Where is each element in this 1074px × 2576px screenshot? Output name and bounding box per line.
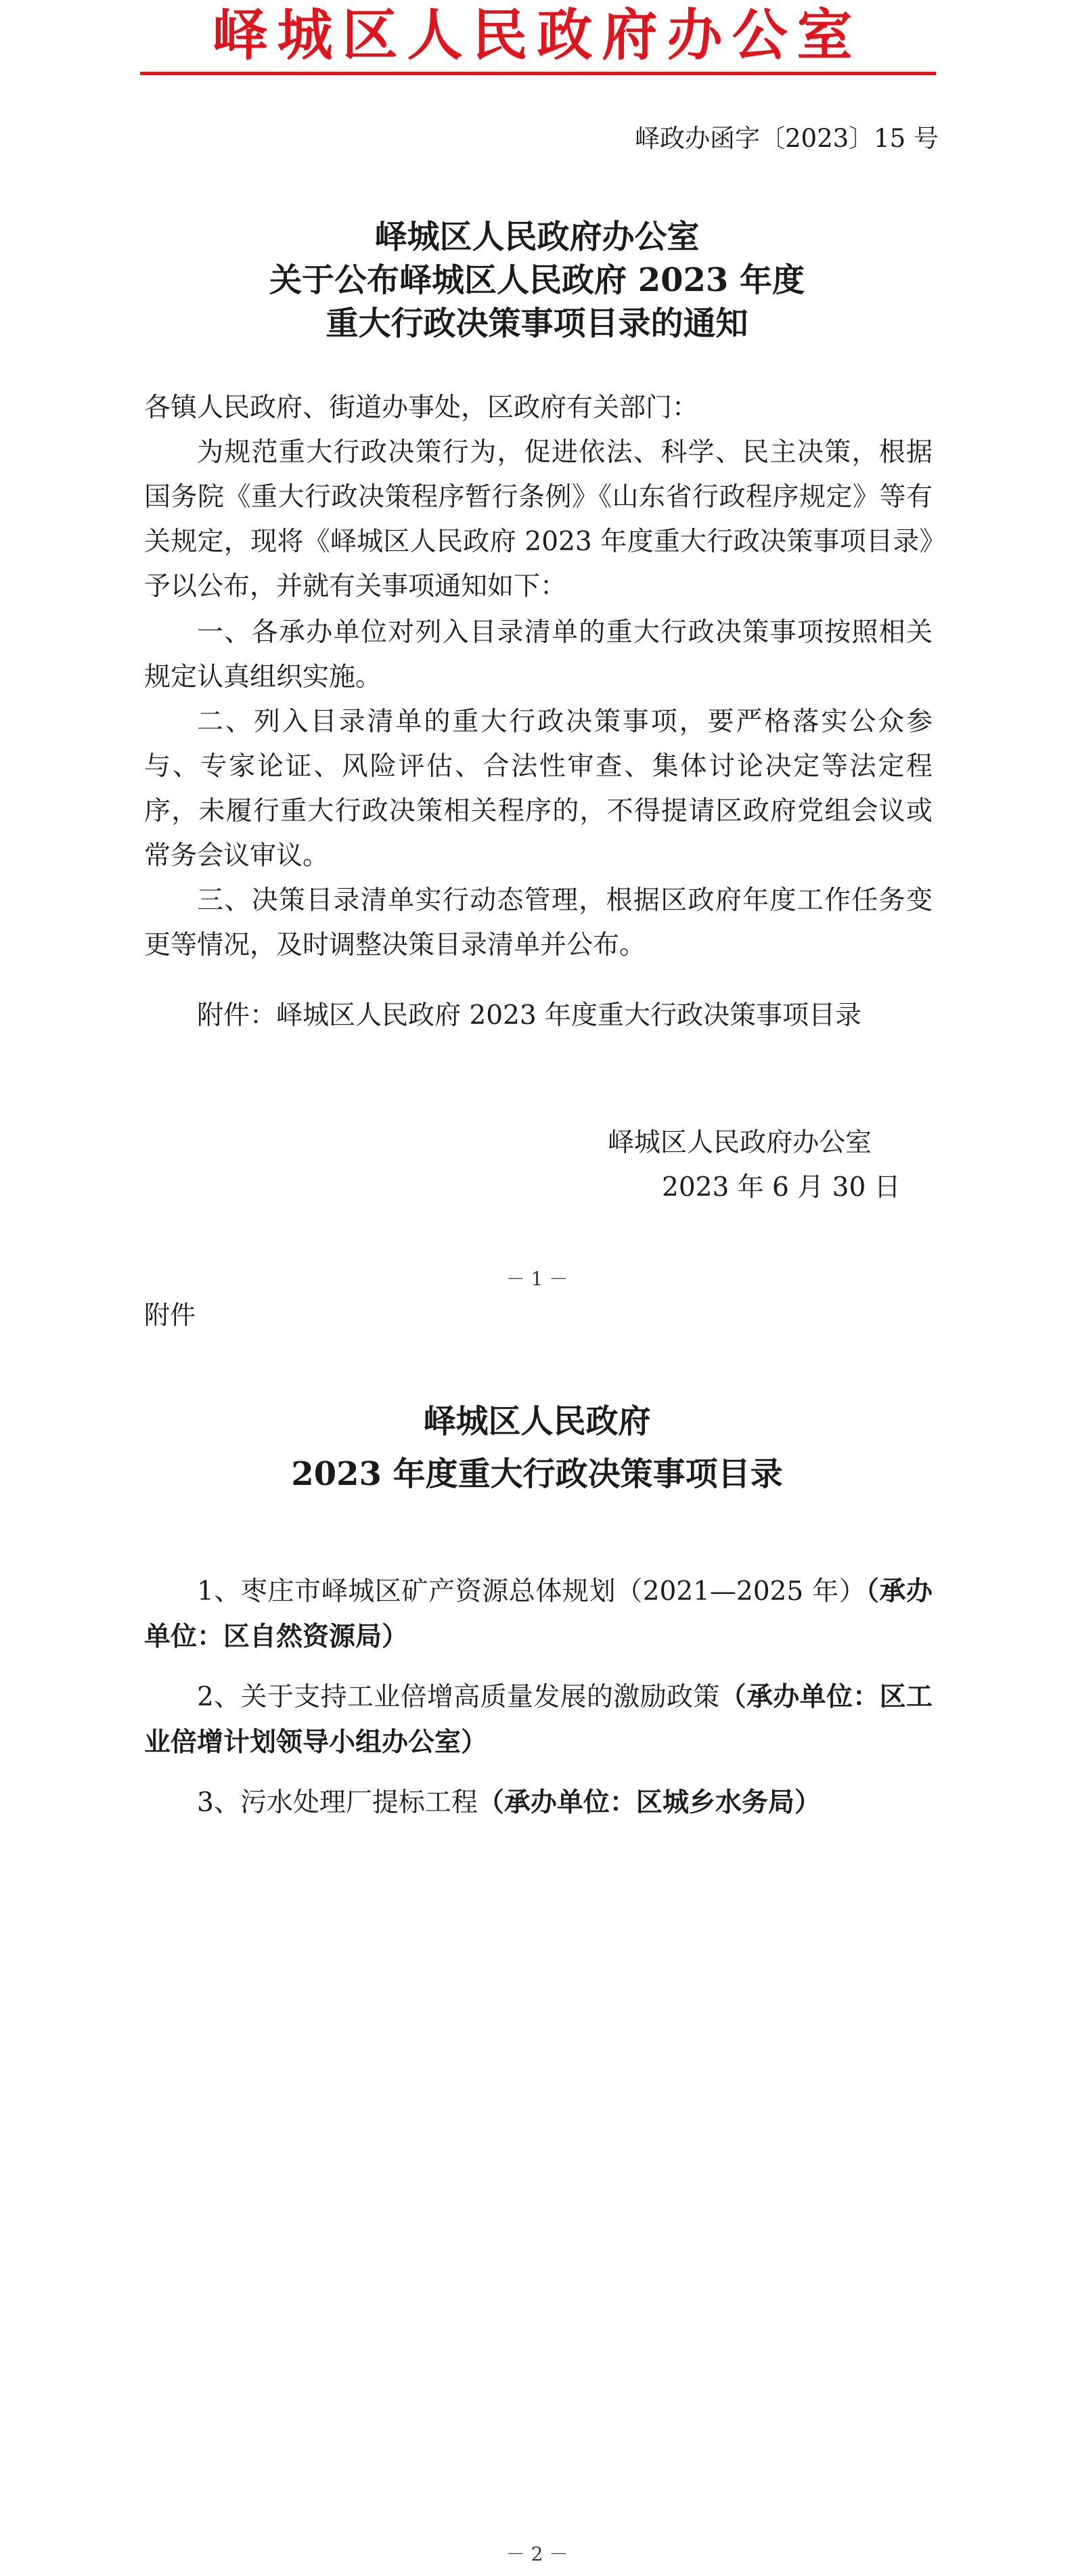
list-item-text: 1、枣庄市峄城区矿产资源总体规划（2021—2025 年） (197, 1576, 866, 1607)
signature-org: 峄城区人民政府办公室 (608, 1128, 872, 1158)
letterhead-rule (140, 72, 936, 75)
notice-title-line3: 重大行政决策事项目录的通知 (326, 305, 748, 342)
list-item-unit: （承办单位：区城乡水务局） (477, 1787, 821, 1818)
salutation: 各镇人民政府、街道办事处，区政府有关部门： (144, 393, 699, 423)
paragraph-intro: 为规范重大行政决策行为，促进依法、科学、民主决策，根据国务院《重大行政决策程序暂行条例》《山东省行政程序规定》等有关规定，现将《峄城区人民政府 2023 年度重大行政决策事项目录》予以公布，并就有关事项通知如下： (144, 437, 933, 602)
document-number: 峄政办函字〔2023〕15 号 (634, 124, 939, 153)
page-number-1: － 1 － (506, 1268, 568, 1290)
letterhead-title: 峄城区人民政府办公室 (212, 3, 862, 68)
list-item-text: 3、污水处理厂提标工程 (197, 1787, 478, 1818)
list-item (144, 1674, 933, 1765)
list-item-unit: （承办单位：区工业倍增计划领导小组办公室） (144, 1681, 933, 1758)
page-number-2: － 2 － (506, 2543, 568, 2565)
list-item (144, 1780, 933, 1825)
paragraph-item-1: 一、各承办单位对列入目录清单的重大行政决策事项按照相关规定认真组织实施。 (144, 617, 933, 692)
paragraph-item-2: 二、列入目录清单的重大行政决策事项，要严格落实公众参与、专家论证、风险评估、合法性审查、集体讨论决定等法定程序，未履行重大行政决策相关程序的，不得提请区政府党组会议或常务会议审议。 (144, 707, 933, 871)
list-item-text: 2、关于支持工业倍增高质量发展的激励政策 (197, 1682, 720, 1712)
notice-title-line1: 峄城区人民政府办公室 (374, 218, 700, 256)
appendix-title-line2: 2023 年度重大行政决策事项目录 (291, 1455, 783, 1493)
signature-date: 2023 年 6 月 30 日 (662, 1172, 901, 1203)
appendix-label: 附件 (144, 1300, 196, 1330)
notice-title-line2: 关于公布峄城区人民政府 2023 年度 (269, 261, 805, 299)
attachment-note: 附件：峄城区人民政府 2023 年度重大行政决策事项目录 (197, 1000, 862, 1031)
appendix-title-line1: 峄城区人民政府 (423, 1402, 651, 1440)
list-item (144, 1569, 933, 1660)
list-item-unit: （承办单位：区自然资源局） (144, 1576, 933, 1652)
paragraph-item-3: 三、决策目录清单实行动态管理，根据区政府年度工作任务变更等情况，及时调整决策目录清单并公布。 (144, 885, 933, 960)
